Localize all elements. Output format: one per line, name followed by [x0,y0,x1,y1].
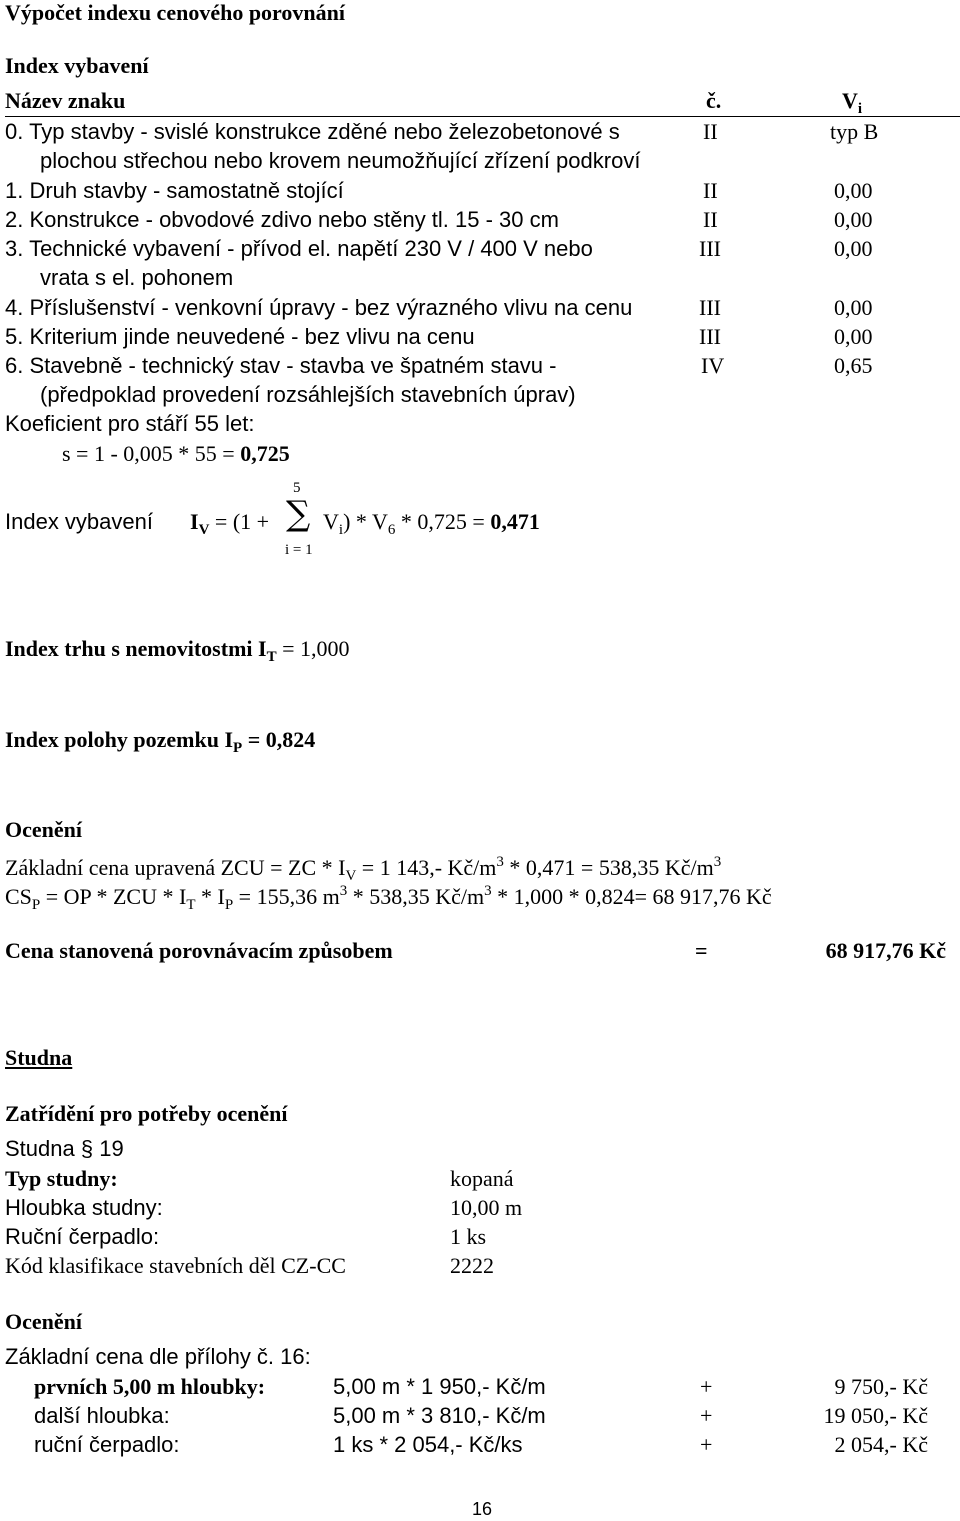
row-value: 0,00 [834,324,873,349]
age-coefficient-formula: s = 1 - 0,005 * 55 = 0,725 [62,441,290,466]
zcu-formula: Základní cena upravená ZCU = ZC * $I_V = 1$ 143,- $Kč/m^3 * 0,471 = 538,35$ $Kč/m^3$ [5,854,722,884]
price-row-label: další hloubka: [34,1403,170,1428]
list-item-cont: vrata s el. pohonem [40,265,234,290]
col-header-no: č. [706,88,722,113]
prop-label: Typ studny: [5,1166,118,1191]
row-value: 0,65 [834,353,873,378]
well-section-ref: Studna § 19 [5,1136,124,1161]
equipment-index-heading: Index vybavení [5,53,149,78]
list-item-cont: (předpoklad provedení rozsáhlejších stavebních úprav) [40,382,576,407]
location-index: Index polohy pozemku $I_P = 0,824$ [5,727,316,756]
final-price-eq: = [695,938,708,963]
formula-label: Index vybavení [5,509,153,534]
sum-upper-limit: 5 [293,480,301,496]
list-item: 4. Příslušenství - venkovní úpravy - bez výrazného vlivu na cenu [5,295,633,320]
price-row-amount: 19 050,- Kč [823,1403,928,1428]
page-title: Výpočet indexu cenového porovnání [5,0,346,25]
row-value: 0,00 [834,178,873,203]
row-value: 0,00 [834,295,873,320]
sum-symbol: ∑ [286,494,311,534]
prop-value: 1 ks [450,1224,487,1249]
formula-left: $I_V = (1$ + [190,509,270,538]
age-coefficient-label: Koeficient pro stáří 55 let: [5,411,255,436]
final-price-label: Cena stanovená porovnávacím způsobem [5,938,393,963]
list-item-cont: plochou střechou nebo krovem neumožňující zřízení podkroví [40,148,641,173]
final-price-value: 68 917,76 Kč [825,938,946,963]
list-item: 3. Technické vybavení - přívod el. napětí 230 V / 400 V nebo [5,236,593,261]
row-num: III [699,324,721,349]
price-row-op: + [700,1432,713,1457]
formula-right: $V_i) * V_6 * 0,725 = 0,471$ [323,509,540,538]
classification-heading: Zatřídění pro potřeby ocenění [5,1101,288,1126]
valuation-heading: Ocenění [5,817,82,842]
prop-label: Ruční čerpadlo: [5,1224,160,1249]
prop-label: Hloubka studny: [5,1195,163,1220]
row-num: II [703,178,718,203]
col-header-v: $V_i$ [842,88,863,117]
row-num: II [703,207,718,232]
sum-lower-limit: i = 1 [285,542,313,558]
price-row-op: + [700,1403,713,1428]
row-num: IV [701,353,725,378]
price-row-calc: 5,00 m * 3 810,- Kč/m [333,1403,546,1428]
list-item: 2. Konstrukce - obvodové zdivo nebo stěny tl. 15 - 30 cm [5,207,559,232]
page-number: 16 [472,1499,493,1519]
list-item: 6. Stavebně - technický stav - stavba ve špatném stavu - [5,353,557,378]
price-row-calc: 1 ks * 2 054,- Kč/ks [333,1432,523,1457]
price-row-amount: 2 054,- Kč [834,1432,928,1457]
prop-value: kopaná [450,1166,514,1191]
prop-value: 2222 [450,1253,494,1278]
row-value: 0,00 [834,236,873,261]
price-row-calc: 5,00 m * 1 950,- Kč/m [333,1374,546,1399]
list-item: 0. Typ stavby - svislé konstrukce zděné nebo železobetonové s [5,119,620,144]
row-num: III [699,236,721,261]
prop-value: 10,00 m [450,1195,523,1220]
row-value: 0,00 [834,207,873,232]
well-title: Studna [5,1045,73,1070]
row-num: III [699,295,721,320]
prop-label: Kód klasifikace stavebních děl CZ-CC [5,1253,346,1278]
row-value: typ B [830,119,879,144]
list-item: 5. Kriterium jinde neuvedené - bez vlivu na cenu [5,324,475,349]
list-item: 1. Druh stavby - samostatně stojící [5,178,344,203]
base-price-label: Základní cena dle přílohy č. 16: [5,1344,311,1369]
market-index: Index trhu s nemovitostmi $I_T = 1,000$ [5,636,350,665]
price-row-op: + [700,1374,713,1399]
price-row-amount: 9 750,- Kč [834,1374,928,1399]
row-num: II [703,119,718,144]
col-header-name: Název znaku [5,88,126,113]
header-divider [5,116,960,117]
price-row-label: prvních 5,00 m hloubky: [34,1374,266,1399]
cs-formula: $CS_P$ = OP * ZCU * $I_T * I_P = 155,36$ $m^3 * 538,35$ $Kč/m^3 * 1,000 * 0,824= 68$ 917,76 Kč [5,883,772,913]
well-valuation-heading: Ocenění [5,1309,82,1334]
price-row-label: ruční čerpadlo: [34,1432,180,1457]
